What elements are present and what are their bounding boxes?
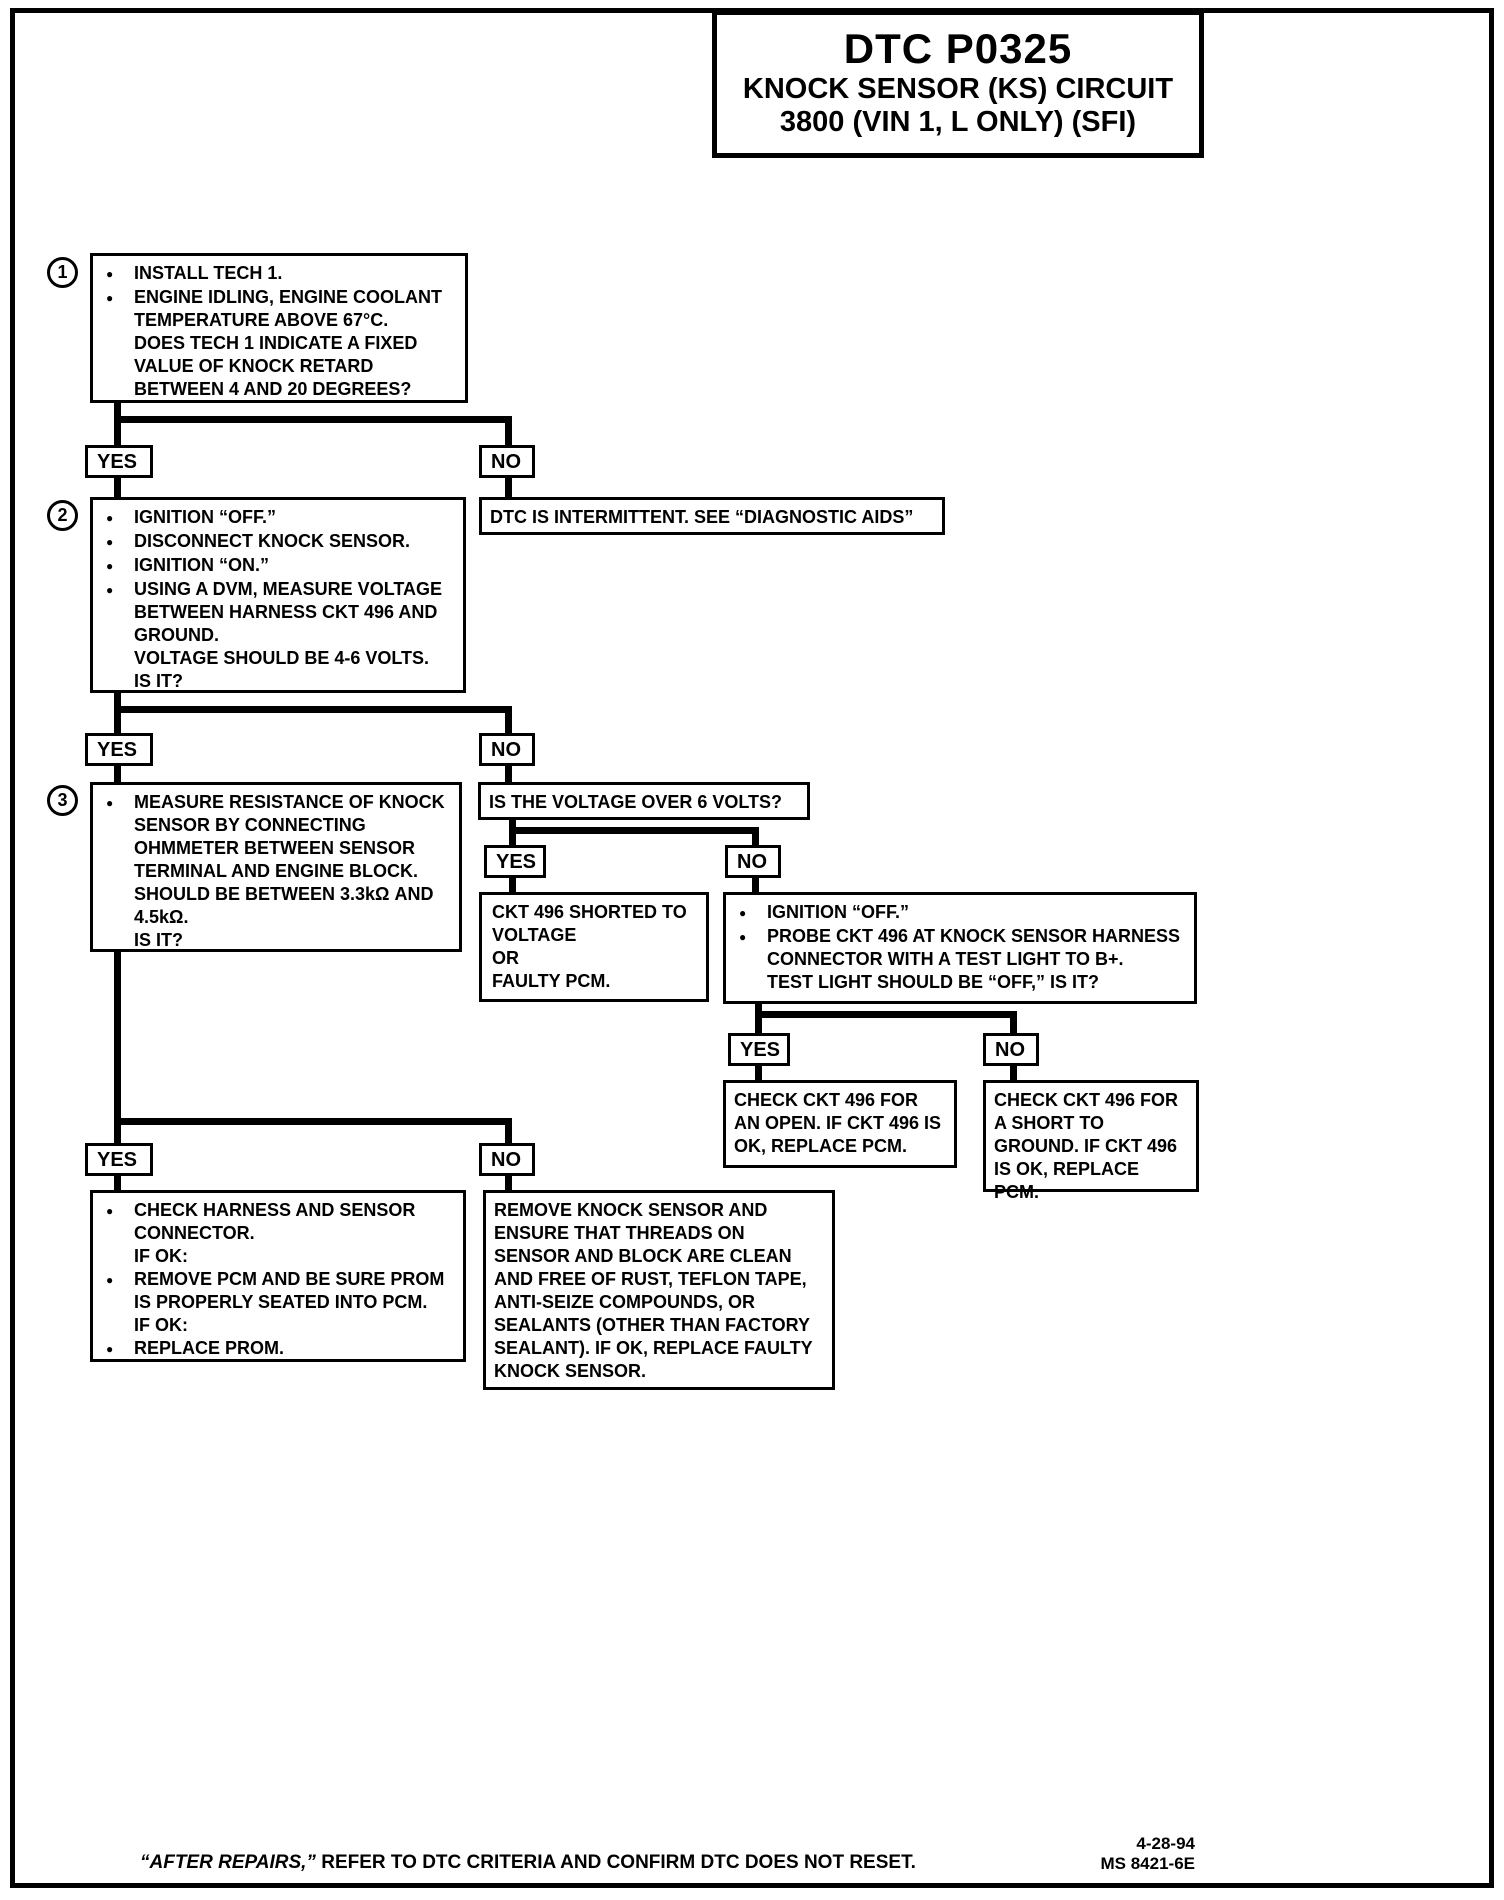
bullet-icon — [101, 1268, 134, 1314]
no-branch-1: NO — [479, 445, 535, 478]
bullet-icon — [101, 530, 134, 554]
checklist-item — [101, 1268, 455, 1314]
dtc-code-title: DTC P0325 — [843, 25, 1073, 72]
connector-line — [505, 706, 512, 733]
step3-box — [90, 782, 462, 952]
bullet-icon — [734, 925, 767, 971]
step2-box — [90, 497, 466, 693]
connector-line — [752, 878, 759, 892]
connector-line — [114, 952, 121, 1143]
step-1-circle: 1 — [47, 257, 78, 288]
step-3-circle: 3 — [47, 785, 78, 816]
document-number: MS 8421-6E — [1100, 1854, 1195, 1873]
yes-branch-3: YES — [484, 845, 546, 878]
checklist-item — [101, 286, 457, 332]
connector-line — [505, 478, 512, 497]
yes-branch-1: YES — [85, 445, 153, 478]
voltage-question-box: IS THE VOLTAGE OVER 6 VOLTS? — [478, 782, 810, 820]
connector-line — [755, 1066, 762, 1080]
checklist-item — [101, 578, 455, 647]
no-branch-5: NO — [479, 1143, 535, 1176]
check-short-box: CHECK CKT 496 FOR A SHORT TO GROUND. IF CKT 496 IS OK, REPLACE PCM. — [983, 1080, 1199, 1192]
connector-line — [114, 1176, 121, 1190]
box-text: CKT 496 SHORTED TO VOLTAGE — [492, 902, 687, 945]
connector-line — [114, 693, 121, 733]
connector-line — [114, 1118, 512, 1125]
bullet-icon — [101, 262, 134, 286]
checklist-item — [734, 901, 1186, 925]
yes-branch-2: YES — [85, 733, 153, 766]
bullet-icon — [734, 901, 767, 925]
item-text: IF OK: — [134, 1315, 188, 1335]
bullet-icon — [101, 791, 134, 883]
harness-prom-box — [90, 1190, 466, 1362]
connector-line — [114, 403, 121, 445]
connector-line — [114, 706, 512, 713]
item-text: DOES TECH 1 INDICATE A FIXED VALUE OF KNOCK RETARD BETWEEN 4 AND 20 DEGREES? — [134, 333, 418, 399]
item-text: IGNITION “ON.” — [134, 555, 269, 575]
check-open-box: CHECK CKT 496 FOR AN OPEN. IF CKT 496 IS OK, REPLACE PCM. — [723, 1080, 957, 1168]
connector-line — [1010, 1011, 1017, 1033]
bullet-icon — [101, 506, 134, 530]
item-text: IGNITION “OFF.” — [134, 507, 276, 527]
item-text: TEST LIGHT SHOULD BE “OFF,” IS IT? — [767, 972, 1099, 992]
remove-sensor-box: REMOVE KNOCK SENSOR AND ENSURE THAT THREADS ON SENSOR AND BLOCK ARE CLEAN AND FREE OF RUST, TEFLON TAPE, ANTI-SEIZE COMPOUNDS, OR SEALANTS (OTHER THAN FACTORY SEALANT). IF OK, REPLACE FAULTY KNOCK SENSOR. — [483, 1190, 835, 1390]
item-text: REPLACE PROM. — [134, 1338, 285, 1358]
yes-branch-4: YES — [728, 1033, 790, 1066]
item-text: PROBE CKT 496 AT KNOCK SENSOR HARNESS CONNECTOR WITH A TEST LIGHT TO B+. — [767, 926, 1181, 969]
item-text: MEASURE RESISTANCE OF KNOCK SENSOR BY CONNECTING OHMMETER BETWEEN SENSOR TERMINAL AND ENGINE BLOCK. — [134, 792, 445, 881]
checklist-item — [101, 670, 455, 693]
item-text: IF OK: — [134, 1246, 188, 1266]
item-text: IS IT? — [134, 930, 183, 950]
connector-line — [1010, 1066, 1017, 1080]
checklist-item — [101, 506, 455, 530]
step1-box — [90, 253, 468, 403]
checklist-item — [101, 647, 455, 670]
after-repairs-italic: “AFTER REPAIRS,” — [140, 1852, 316, 1873]
item-text: USING A DVM, MEASURE VOLTAGE BETWEEN HARNESS CKT 496 AND GROUND. — [134, 579, 443, 645]
connector-line — [755, 1004, 762, 1033]
connector-line — [114, 766, 121, 782]
item-text: IS IT? — [134, 671, 183, 691]
no-branch-3: NO — [725, 845, 781, 878]
bullet-icon — [101, 578, 134, 647]
item-text: IGNITION “OFF.” — [767, 902, 909, 922]
connector-line — [505, 1118, 512, 1143]
checklist-item — [101, 530, 455, 554]
item-text: INSTALL TECH 1. — [134, 263, 283, 283]
checklist-item — [734, 971, 1186, 994]
bullet-icon — [101, 286, 134, 332]
engine-title: 3800 (VIN 1, L ONLY) (SFI) — [779, 106, 1137, 138]
item-text: VOLTAGE SHOULD BE 4-6 VOLTS. — [134, 648, 430, 668]
checklist-item — [101, 1199, 455, 1245]
box-text: OR — [492, 948, 519, 968]
item-text: ENGINE IDLING, ENGINE COOLANT TEMPERATURE ABOVE 67°C. — [134, 287, 443, 330]
connector-line — [755, 1011, 1017, 1018]
checklist-item — [101, 332, 457, 401]
after-repairs-note — [140, 1852, 916, 1874]
title-box — [712, 10, 1204, 158]
item-text: SHOULD BE BETWEEN 3.3kΩ AND 4.5kΩ. — [134, 884, 434, 927]
checklist-item — [101, 883, 451, 929]
revision-date: 4-28-94 — [1136, 1834, 1195, 1853]
connector-line — [505, 766, 512, 782]
checklist-item — [101, 1314, 455, 1337]
step-2-circle: 2 — [47, 500, 78, 531]
checklist-item — [101, 262, 457, 286]
connector-line — [114, 478, 121, 497]
checklist-item — [101, 791, 451, 883]
bullet-icon — [101, 554, 134, 578]
probe-test-light-box — [723, 892, 1197, 1004]
connector-line — [505, 1176, 512, 1190]
intermittent-box: DTC IS INTERMITTENT. SEE “DIAGNOSTIC AIDS” — [479, 497, 945, 535]
connector-line — [114, 416, 512, 423]
no-branch-2: NO — [479, 733, 535, 766]
yes-branch-5: YES — [85, 1143, 153, 1176]
document-reference — [1030, 1834, 1195, 1874]
circuit-title: KNOCK SENSOR (KS) CIRCUIT — [742, 73, 1174, 105]
connector-line — [509, 878, 516, 892]
bullet-icon — [101, 1337, 134, 1361]
box-text: FAULTY PCM. — [492, 971, 611, 991]
no-branch-4: NO — [983, 1033, 1039, 1066]
connector-line — [509, 827, 759, 834]
item-text: CHECK HARNESS AND SENSOR CONNECTOR. — [134, 1200, 416, 1243]
checklist-item — [734, 925, 1186, 971]
bullet-icon — [101, 1199, 134, 1245]
checklist-item — [101, 1245, 455, 1268]
checklist-item — [101, 929, 451, 952]
after-repairs-rest: REFER TO DTC CRITERIA AND CONFIRM DTC DOES NOT RESET. — [315, 1852, 916, 1873]
item-text: REMOVE PCM AND BE SURE PROM IS PROPERLY SEATED INTO PCM. — [134, 1269, 445, 1312]
shorted-to-voltage-box — [479, 892, 709, 1002]
checklist-item — [101, 554, 455, 578]
checklist-item — [101, 1337, 455, 1361]
item-text: DISCONNECT KNOCK SENSOR. — [134, 531, 411, 551]
connector-line — [505, 416, 512, 445]
connector-line — [752, 827, 759, 845]
